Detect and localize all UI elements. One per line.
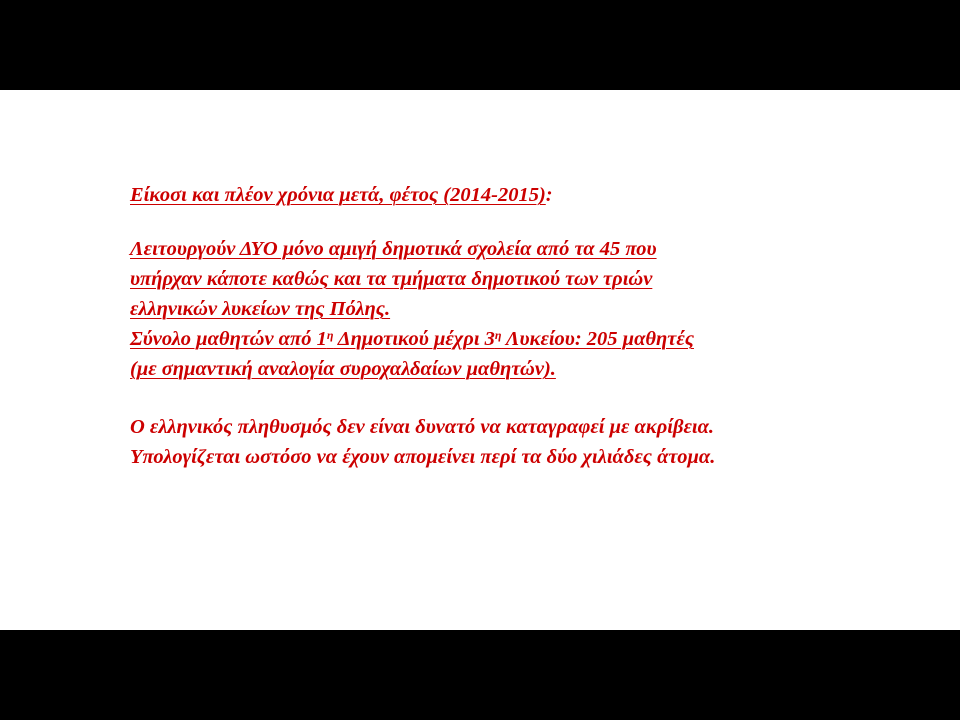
heading-text: Είκοσι και πλέον χρόνια μετά, φέτος (2014-2015) (130, 184, 546, 206)
paragraph-line-text: υπήρχαν κάποτε καθώς και τα τμήματα δημοτικού των τριών (130, 268, 653, 290)
ordinal-superscript: η (494, 328, 502, 342)
paragraph-line (130, 234, 830, 264)
students-text-part: Λυκείου: 205 μαθητές (501, 328, 694, 350)
ordinal-superscript: η (326, 328, 334, 342)
paragraph-line (130, 294, 830, 324)
paragraph-line-text: Λειτουργούν ΔΥΟ μόνο αμιγή δημοτικά σχολεία από τα 45 που (130, 238, 657, 260)
paragraph-line-text: (με σημαντική αναλογία συροχαλδαίων μαθητών). (130, 358, 556, 380)
paragraph-schools (130, 234, 830, 384)
paragraph-population (130, 412, 830, 472)
students-text-part: Δημοτικού μέχρι 3 (333, 328, 495, 350)
students-text-part: Σύνολο μαθητών από 1 (130, 328, 327, 350)
slide (0, 90, 960, 630)
students-total-text (130, 328, 694, 350)
paragraph-line (130, 324, 830, 354)
paragraph-line-text: Ο ελληνικός πληθυσμός δεν είναι δυνατό να καταγραφεί με ακρίβεια. (130, 416, 715, 438)
heading-colon: : (545, 184, 553, 206)
paragraph-line (130, 264, 830, 294)
paragraph-line (130, 354, 830, 384)
paragraph-line-text: Υπολογίζεται ωστόσο να έχουν απομείνει περί τα δύο χιλιάδες άτομα. (130, 446, 716, 468)
paragraph-line (130, 442, 830, 472)
paragraph-line-text: ελληνικών λυκείων της Πόλης. (130, 298, 391, 320)
slide-text (130, 180, 830, 472)
paragraph-line (130, 412, 830, 442)
heading-line (130, 180, 830, 210)
